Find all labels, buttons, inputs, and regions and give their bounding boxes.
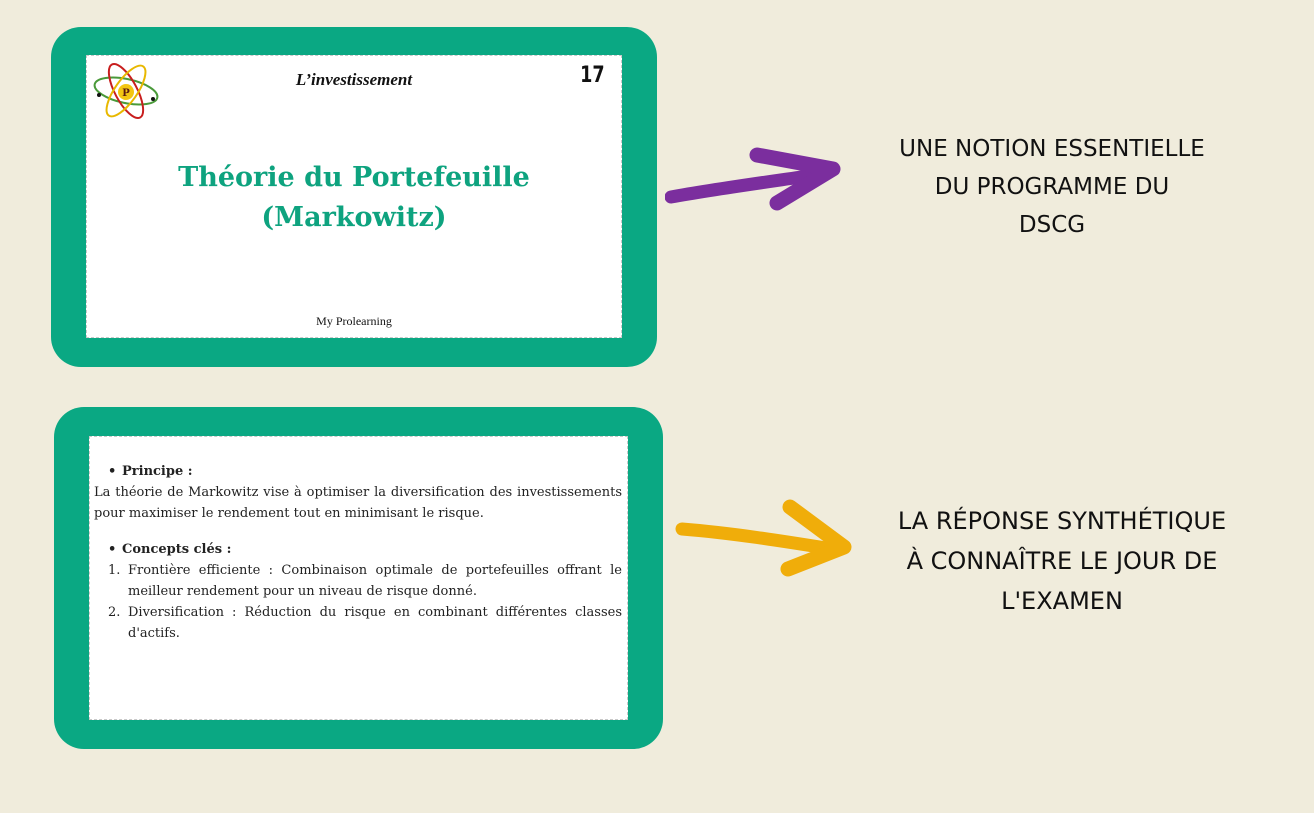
list-item	[94, 602, 622, 644]
bullet-icon: •	[108, 542, 117, 557]
list-item	[94, 560, 622, 602]
callout-line: LA RÉPONSE SYNTHÉTIQUE	[897, 507, 1227, 535]
card-title-line2: (Markowitz)	[261, 202, 447, 233]
arrow-right-icon	[665, 145, 845, 215]
callout-essential-notion	[842, 130, 1262, 244]
card-footer: My Prolearning	[316, 314, 392, 328]
card-subject: L’investissement	[295, 70, 413, 89]
card-title-line1: Théorie du Portefeuille	[178, 162, 530, 193]
card-answer	[94, 461, 622, 644]
logo-letter: P	[122, 88, 130, 99]
list-number: 2.	[108, 605, 121, 620]
arrow-right-icon	[672, 497, 852, 577]
callout-line: UNE NOTION ESSENTIELLE	[899, 136, 1205, 162]
concepts-heading: • Concepts clés :	[94, 539, 622, 560]
card-title	[87, 158, 621, 238]
callout-line: DSCG	[1018, 212, 1086, 238]
callout-line: DU PROGRAMME DU	[934, 174, 1170, 200]
list-text: Frontière efficiente : Combinaison optimale de portefeuilles offrant le meilleur rendement pour un niveau de risque donné.	[128, 563, 622, 599]
callout-line: L'EXAMEN	[1001, 587, 1123, 615]
callout-synthetic-answer	[842, 501, 1282, 621]
flashcard-front	[86, 55, 622, 338]
list-text: Diversification : Réduction du risque en combinant différentes classes d'actifs.	[128, 605, 622, 641]
principle-text: La théorie de Markowitz vise à optimiser la diversification des investissements pour maximiser le rendement tout en minimisant le risque.	[94, 485, 622, 521]
flashcard-back	[89, 436, 628, 720]
bullet-icon: •	[108, 464, 117, 479]
principle-heading: • Principe :	[94, 461, 622, 482]
list-number: 1.	[108, 563, 121, 578]
callout-line: À CONNAÎTRE LE JOUR DE	[906, 547, 1218, 575]
card-number: 17	[580, 63, 605, 88]
